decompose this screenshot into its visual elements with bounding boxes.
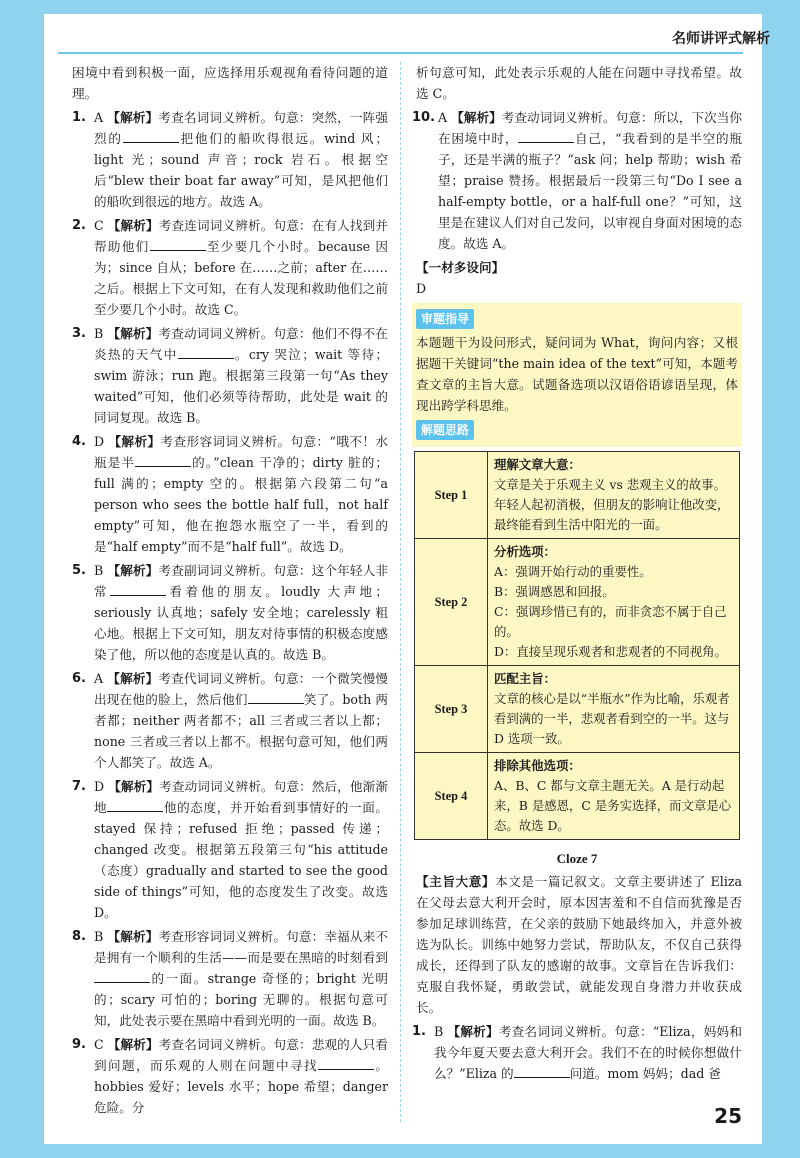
step-title: 匹配主旨： (494, 671, 556, 686)
step-title: 理解文章大意： (494, 457, 581, 472)
item-text-post: 的。”clean 干净的；dirty 脏的；full 满的；empty 空的。根据第六段第二句“a person who sees the bottle half full，not half empty”可知，他在抱怨水瓶空了一半，看到的是“half empty”而不是“half full”。故选 D。 (94, 455, 388, 554)
cloze-answer-item-1 (412, 1021, 742, 1084)
step-label: Step 2 (415, 539, 488, 666)
analysis-tag: 【解析】 (107, 218, 159, 233)
analysis-tag: 【解析】 (451, 110, 502, 125)
item-number: 5. (72, 563, 86, 578)
step-title: 分析选项： (494, 544, 556, 559)
blank-line (107, 799, 163, 812)
step-content (488, 452, 740, 539)
step-label: Step 4 (415, 753, 488, 840)
step-line: A、B、C 都与文章主题无关。A 是行动起来，B 是感恩，C 是务实选择，而文章是心态。故选 D。 (494, 778, 732, 833)
item-text-pre: 考查名词词义辨析。句意：突然，一阵强烈的 (94, 110, 389, 146)
answer-item-6 (72, 668, 388, 773)
answer-item-3 (72, 323, 388, 428)
step-line: B：强调感恩和回报。 (494, 584, 615, 599)
analysis-tag: 【解析】 (107, 1037, 159, 1052)
item-text-post: 他的态度，并开始看到事情好的一面。stayed 保持；refused 拒绝；passed 传递；changed 改变。根据第五段第三句“his attitude（态度）gradually and started to see the good side of things”可知，他的态度发生了改变。故选 D。 (94, 800, 389, 920)
item-number: 7. (72, 779, 86, 794)
item-text-post: 看着他的朋友。loudly 大声地；seriously 认真地；safely 安全地；carelessly 粗心地。根据上下文可知，朋友对待事情的积极态度感染了他，所以他的态度是认真的。故选 B。 (94, 584, 389, 662)
item-number: 3. (72, 326, 86, 341)
blank-line (123, 130, 179, 143)
item-answer: D (94, 779, 105, 794)
answer-item-4 (72, 431, 388, 557)
step-row (415, 666, 740, 753)
blank-line (135, 454, 191, 467)
step-content (488, 666, 740, 753)
answer-item-1 (72, 107, 388, 212)
item-text-pre: 考查连词词义辨析。句意：在有人找到并帮助他们 (94, 218, 389, 254)
item-text-pre: 考查副词词义辨析。句意：这个年轻人非常 (94, 563, 388, 599)
header-title: 名师讲评式解析 (672, 31, 770, 47)
item-text-post: 自己，“我看到的是半空的瓶子，还是半满的瓶子？”ask 问；help 帮助；wish 希望；praise 赞扬。根据最后一段第三句“Do I see a half-empty bottle，or a half-full one？”可知，这里是在建议人们对自己发问，以审视自身面对困境的态度。故选 A。 (438, 131, 742, 251)
item-text-pre: 考查动词词义辨析。句意：然后，他渐渐地 (94, 779, 389, 815)
analysis-tag: 【解析】 (107, 326, 159, 341)
item-answer: D (94, 434, 105, 449)
blank-line (518, 130, 574, 143)
multi-question-label: 【一材多设问】 (416, 260, 505, 275)
analysis-tag: 【解析】 (107, 563, 159, 578)
step-line: A：强调开始行动的重要性。 (494, 564, 652, 579)
main-idea-paragraph (412, 871, 742, 1018)
answer-item-7 (72, 776, 388, 923)
item-number: 4. (72, 434, 86, 449)
item-text-pre: 考查名词词义辨析。句意：“Eliza，妈妈和我今年夏天要去意大利开会。我们不在的时候你想做什么？”Eliza 的 (434, 1024, 742, 1081)
blank-line (318, 1057, 374, 1070)
step-line: 文章的核心是以“半瓶水”作为比喻，乐观者看到满的一半，悲观者看到空的一半。这与 D 选项一致。 (494, 691, 730, 746)
intro-text: 困境中看到积极一面，应选择用乐观视角看待问题的道理。 (72, 65, 388, 101)
left-column (72, 62, 388, 1121)
item-answer: B (94, 326, 104, 341)
step-content (488, 539, 740, 666)
analysis-tag: 【解析】 (108, 779, 160, 794)
step-row (415, 753, 740, 840)
right-column (412, 62, 742, 1087)
step-line: D：直接呈现乐观者和悲观者的不同视角。 (494, 644, 727, 659)
step-label: Step 3 (415, 666, 488, 753)
item-text-pre: 考查动词词义辨析。句意：他们不得不在炎热的天气中 (94, 326, 388, 362)
header-rule (58, 52, 743, 54)
step-row (415, 452, 740, 539)
answer-item-10 (412, 107, 742, 254)
solution-idea-label: 解题思路 (416, 420, 474, 440)
item-text-pre: 考查形容词词义辨析。句意：幸福从来不是拥有一个顺利的生活——而是要在黑暗的时刻看到 (94, 929, 388, 965)
multi-question-answer: D (416, 281, 427, 296)
column-divider (400, 62, 401, 1122)
item-text-post: 把他们的船吹得很远。wind 风；light 光；sound 声音；rock 岩石。根据空后“blew their boat far away”可知，是风把他们的船吹到很远的地方。故选 A。 (94, 131, 389, 209)
step-content (488, 753, 740, 840)
item-answer: C (94, 218, 104, 233)
item-text-pre: 考查动词词义辨析。句意：所以，下次当你在困境中时， (438, 110, 743, 146)
blank-line (110, 583, 166, 596)
item-number: 1. (412, 1024, 426, 1039)
blank-line (178, 346, 234, 359)
item-number: 9. (72, 1037, 86, 1052)
answer-item-9 (72, 1034, 388, 1118)
analysis-tag: 【解析】 (107, 929, 159, 944)
answer-item-5 (72, 560, 388, 665)
blank-line (150, 238, 206, 251)
item-text-post: 至少要几个小时。because 因为；since 自从；before 在……之前；after 在……之后。根据上下文可知，在有人发现和救助他们之前至少要几个小时。故选 C。 (94, 239, 389, 317)
main-idea-label: 【主旨大意】 (416, 874, 496, 889)
answer-item-2 (72, 215, 388, 320)
item-text-pre: 考查代词词义辨析。句意：一个微笑慢慢出现在他的脸上，然后他们 (94, 671, 389, 707)
answer-item-8 (72, 926, 388, 1031)
item-answer: A (94, 671, 104, 686)
item-text-post: 的一面。strange 奇怪的；bright 光明的；scary 可怕的；boring 无聊的。根据句意可知，此处表示要在黑暗中看到光明的一面。故选 B。 (94, 971, 388, 1028)
step-label: Step 1 (415, 452, 488, 539)
item-answer: C (94, 1037, 104, 1052)
item-answer: B (94, 563, 104, 578)
item-text-pre: 考查名词词义辨析。句意：悲观的人只看到问题，而乐观的人则在问题中寻找 (94, 1037, 389, 1073)
item-number: 6. (72, 671, 86, 686)
analysis-tag: 【解析】 (108, 434, 161, 449)
analysis-tag: 【解析】 (107, 110, 159, 125)
item-answer: B (434, 1024, 444, 1039)
item-number: 10. (412, 110, 436, 125)
page-number: 25 (714, 1104, 742, 1128)
item-text-post: 。hobbies 爱好；levels 水平；hope 希望；danger 危险。分 (94, 1058, 388, 1115)
step-line: 文章是关于乐观主义 vs 悲观主义的故事。年轻人起初消极，但朋友的影响让他改变，最终能看到生活中阳光的一面。 (494, 477, 730, 532)
step-line: C：强调珍惜已有的，而非贪恋不属于自己的。 (494, 604, 727, 639)
blank-line (248, 691, 304, 704)
steps-table (414, 451, 740, 840)
blank-line (94, 970, 150, 983)
cloze-title: Cloze 7 (556, 851, 598, 866)
item-answer: B (94, 929, 104, 944)
step-title: 排除其他选项： (494, 758, 581, 773)
analysis-tag: 【解析】 (107, 671, 159, 686)
analysis-tag: 【解析】 (447, 1024, 499, 1039)
item-text-post: 笑了。both 两者都；neither 两者都不；all 三者或三者以上都；none 三者或三者以上都不。根据句意可知，他们两个人都笑了。故选 A。 (94, 692, 388, 770)
item-answer: A (438, 110, 448, 125)
item-text-post: 。cry 哭泣；wait 等待；swim 游泳；run 跑。根据第三段第一句“As they waited”可知，他们必须等待帮助，此处是 wait 的同词复现。故选 B。 (94, 347, 388, 425)
item-number: 8. (72, 929, 86, 944)
item-number: 2. (72, 218, 86, 233)
item-text-post: 问道。mom 妈妈；dad 爸 (569, 1066, 721, 1081)
step-row (415, 539, 740, 666)
item-number: 1. (72, 110, 86, 125)
main-idea-text: 本文是一篇记叙文。文章主要讲述了 Eliza 在父母去意大利开会时，原本因害羞和不自信而犹豫是否参加足球训练营，在父亲的鼓励下她最终加入，并意外被选为队长。训练中她努力尝试，帮助队友，不仅自己获得成长，还得到了队友的感谢的故事。文章旨在告诉我们：克服自我怀疑，勇敢尝试，就能发现自身潜力并收获成长。 (416, 874, 742, 1015)
continued-text: 析句意可知，此处表示乐观的人能在问题中寻找希望。故选 C。 (416, 65, 742, 101)
item-answer: A (94, 110, 104, 125)
review-guide-label: 审题指导 (416, 309, 474, 329)
blank-line (514, 1065, 570, 1078)
review-guide-block (412, 303, 742, 447)
review-guide-text: 本题题干为设问形式，疑问词为 What，询问内容；又根据题干关键词“the main idea of the text”可知，本题考查文章的主旨大意。试题备选项以汉语俗语谚语呈现，体现出跨学科思维。 (416, 335, 738, 413)
item-text-pre: 考查形容词词义辨析。句意：“哦不！水瓶是半 (94, 434, 388, 470)
